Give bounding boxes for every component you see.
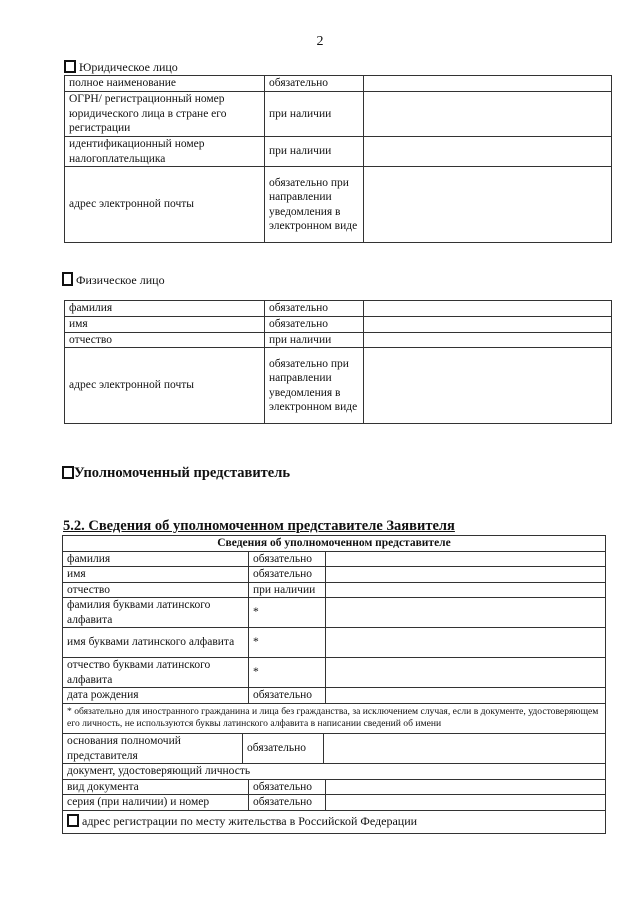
individual-checkbox-icon[interactable]: [62, 272, 73, 286]
table-header: Сведения об уполномоченном представителе: [63, 536, 606, 552]
requirement-label: обязательно при направлении уведомления в электронном виде: [265, 348, 364, 424]
table-row: [63, 628, 606, 658]
requirement-label: обязательно: [249, 688, 326, 704]
value-input[interactable]: [326, 551, 606, 567]
table-row: [65, 317, 612, 333]
requirement-label: обязательно: [265, 301, 364, 317]
value-input[interactable]: [364, 167, 612, 243]
field-label: серия (при наличии) и номер: [63, 795, 249, 811]
id-document-table: [62, 763, 606, 834]
value-input[interactable]: [324, 734, 606, 764]
value-input[interactable]: [326, 658, 606, 688]
id-document-header-row: [63, 764, 606, 780]
table-row: [63, 567, 606, 583]
requirement-label: обязательно: [249, 551, 326, 567]
registration-address-row: [63, 810, 606, 833]
field-label: имя: [63, 567, 249, 583]
value-input[interactable]: [364, 317, 612, 333]
value-input[interactable]: [326, 598, 606, 628]
field-label: идентификационный номер налогоплательщика: [65, 137, 265, 167]
representative-option[interactable]: [62, 465, 290, 482]
table-row: [63, 688, 606, 704]
field-label: основания полномочий представителя: [63, 734, 243, 764]
table-row: [63, 551, 606, 567]
value-input[interactable]: [326, 567, 606, 583]
table-row: [63, 795, 606, 811]
value-input[interactable]: [364, 76, 612, 92]
field-label: отчество: [63, 582, 249, 598]
requirement-label: обязательно: [249, 567, 326, 583]
requirement-label: при наличии: [249, 582, 326, 598]
representative-checkbox-icon[interactable]: [62, 466, 74, 479]
requirement-label: обязательно: [249, 779, 326, 795]
legal-entity-label: Юридическое лицо: [79, 60, 178, 74]
table-header-row: [63, 536, 606, 552]
value-input[interactable]: [364, 301, 612, 317]
value-input[interactable]: [326, 582, 606, 598]
field-label: имя буквами латинского алфавита: [63, 628, 249, 658]
field-label: фамилия: [65, 301, 265, 317]
registration-address-option[interactable]: [63, 810, 606, 833]
requirement-label: при наличии: [265, 137, 364, 167]
field-label: дата рождения: [63, 688, 249, 704]
representative-table: [62, 535, 606, 734]
requirement-label: при наличии: [265, 332, 364, 348]
field-label: отчество буквами латинского алфавита: [63, 658, 249, 688]
value-input[interactable]: [364, 348, 612, 424]
requirement-label: обязательно: [265, 317, 364, 333]
legal-entity-checkbox-icon[interactable]: [64, 60, 76, 73]
table-row: [63, 582, 606, 598]
individual-label: Физическое лицо: [76, 273, 165, 287]
field-label: имя: [65, 317, 265, 333]
table-row: [63, 779, 606, 795]
value-input[interactable]: [326, 779, 606, 795]
value-input[interactable]: [364, 92, 612, 137]
requirement-label: *: [249, 598, 326, 628]
value-input[interactable]: [364, 332, 612, 348]
field-label: адрес электронной почты: [65, 348, 265, 424]
table-row: [65, 301, 612, 317]
value-input[interactable]: [364, 137, 612, 167]
requirement-label: *: [249, 628, 326, 658]
requirement-label: обязательно при направлении уведомления в электронном виде: [265, 167, 364, 243]
requirement-label: обязательно: [243, 734, 324, 764]
registration-address-label: адрес регистрации по месту жительства в Российской Федерации: [82, 814, 418, 829]
field-label: ОГРН/ регистрационный номер юридического лица в стране его регистрации: [65, 92, 265, 137]
field-label: фамилия буквами латинского алфавита: [63, 598, 249, 628]
field-label: фамилия: [63, 551, 249, 567]
section-5-2-title: 5.2. Сведения об уполномоченном представителе Заявителя: [63, 518, 455, 534]
field-label: отчество: [65, 332, 265, 348]
field-label: вид документа: [63, 779, 249, 795]
requirement-label: при наличии: [265, 92, 364, 137]
table-row: [65, 76, 612, 92]
requirement-label: обязательно: [265, 76, 364, 92]
footnote-row: [63, 703, 606, 733]
legal-entity-option[interactable]: [64, 60, 178, 75]
table-row: [65, 167, 612, 243]
requirement-label: *: [249, 658, 326, 688]
table-row: [63, 658, 606, 688]
table-row: [63, 598, 606, 628]
value-input[interactable]: [326, 628, 606, 658]
table-row: [65, 137, 612, 167]
legal-entity-table: [64, 75, 612, 243]
footnote: * обязательно для иностранного гражданина и лица без гражданства, за исключением случая, если в документе, удостоверяющем его личность, не используются буквы латинского алфавита в написании сведений об имени: [63, 703, 606, 733]
individual-option[interactable]: [62, 272, 165, 288]
table-row: [63, 734, 606, 764]
representative-label: Уполномоченный представитель: [74, 465, 291, 481]
table-row: [65, 92, 612, 137]
individual-table: [64, 300, 612, 424]
field-label: полное наименование: [65, 76, 265, 92]
field-label: адрес электронной почты: [65, 167, 265, 243]
id-document-header: документ, удостоверяющий личность: [63, 764, 606, 780]
table-row: [65, 332, 612, 348]
page-number: 2: [316, 34, 324, 49]
registration-address-checkbox-icon[interactable]: [67, 814, 79, 827]
authority-table: [62, 733, 606, 764]
value-input[interactable]: [326, 688, 606, 704]
table-row: [65, 348, 612, 424]
requirement-label: обязательно: [249, 795, 326, 811]
value-input[interactable]: [326, 795, 606, 811]
